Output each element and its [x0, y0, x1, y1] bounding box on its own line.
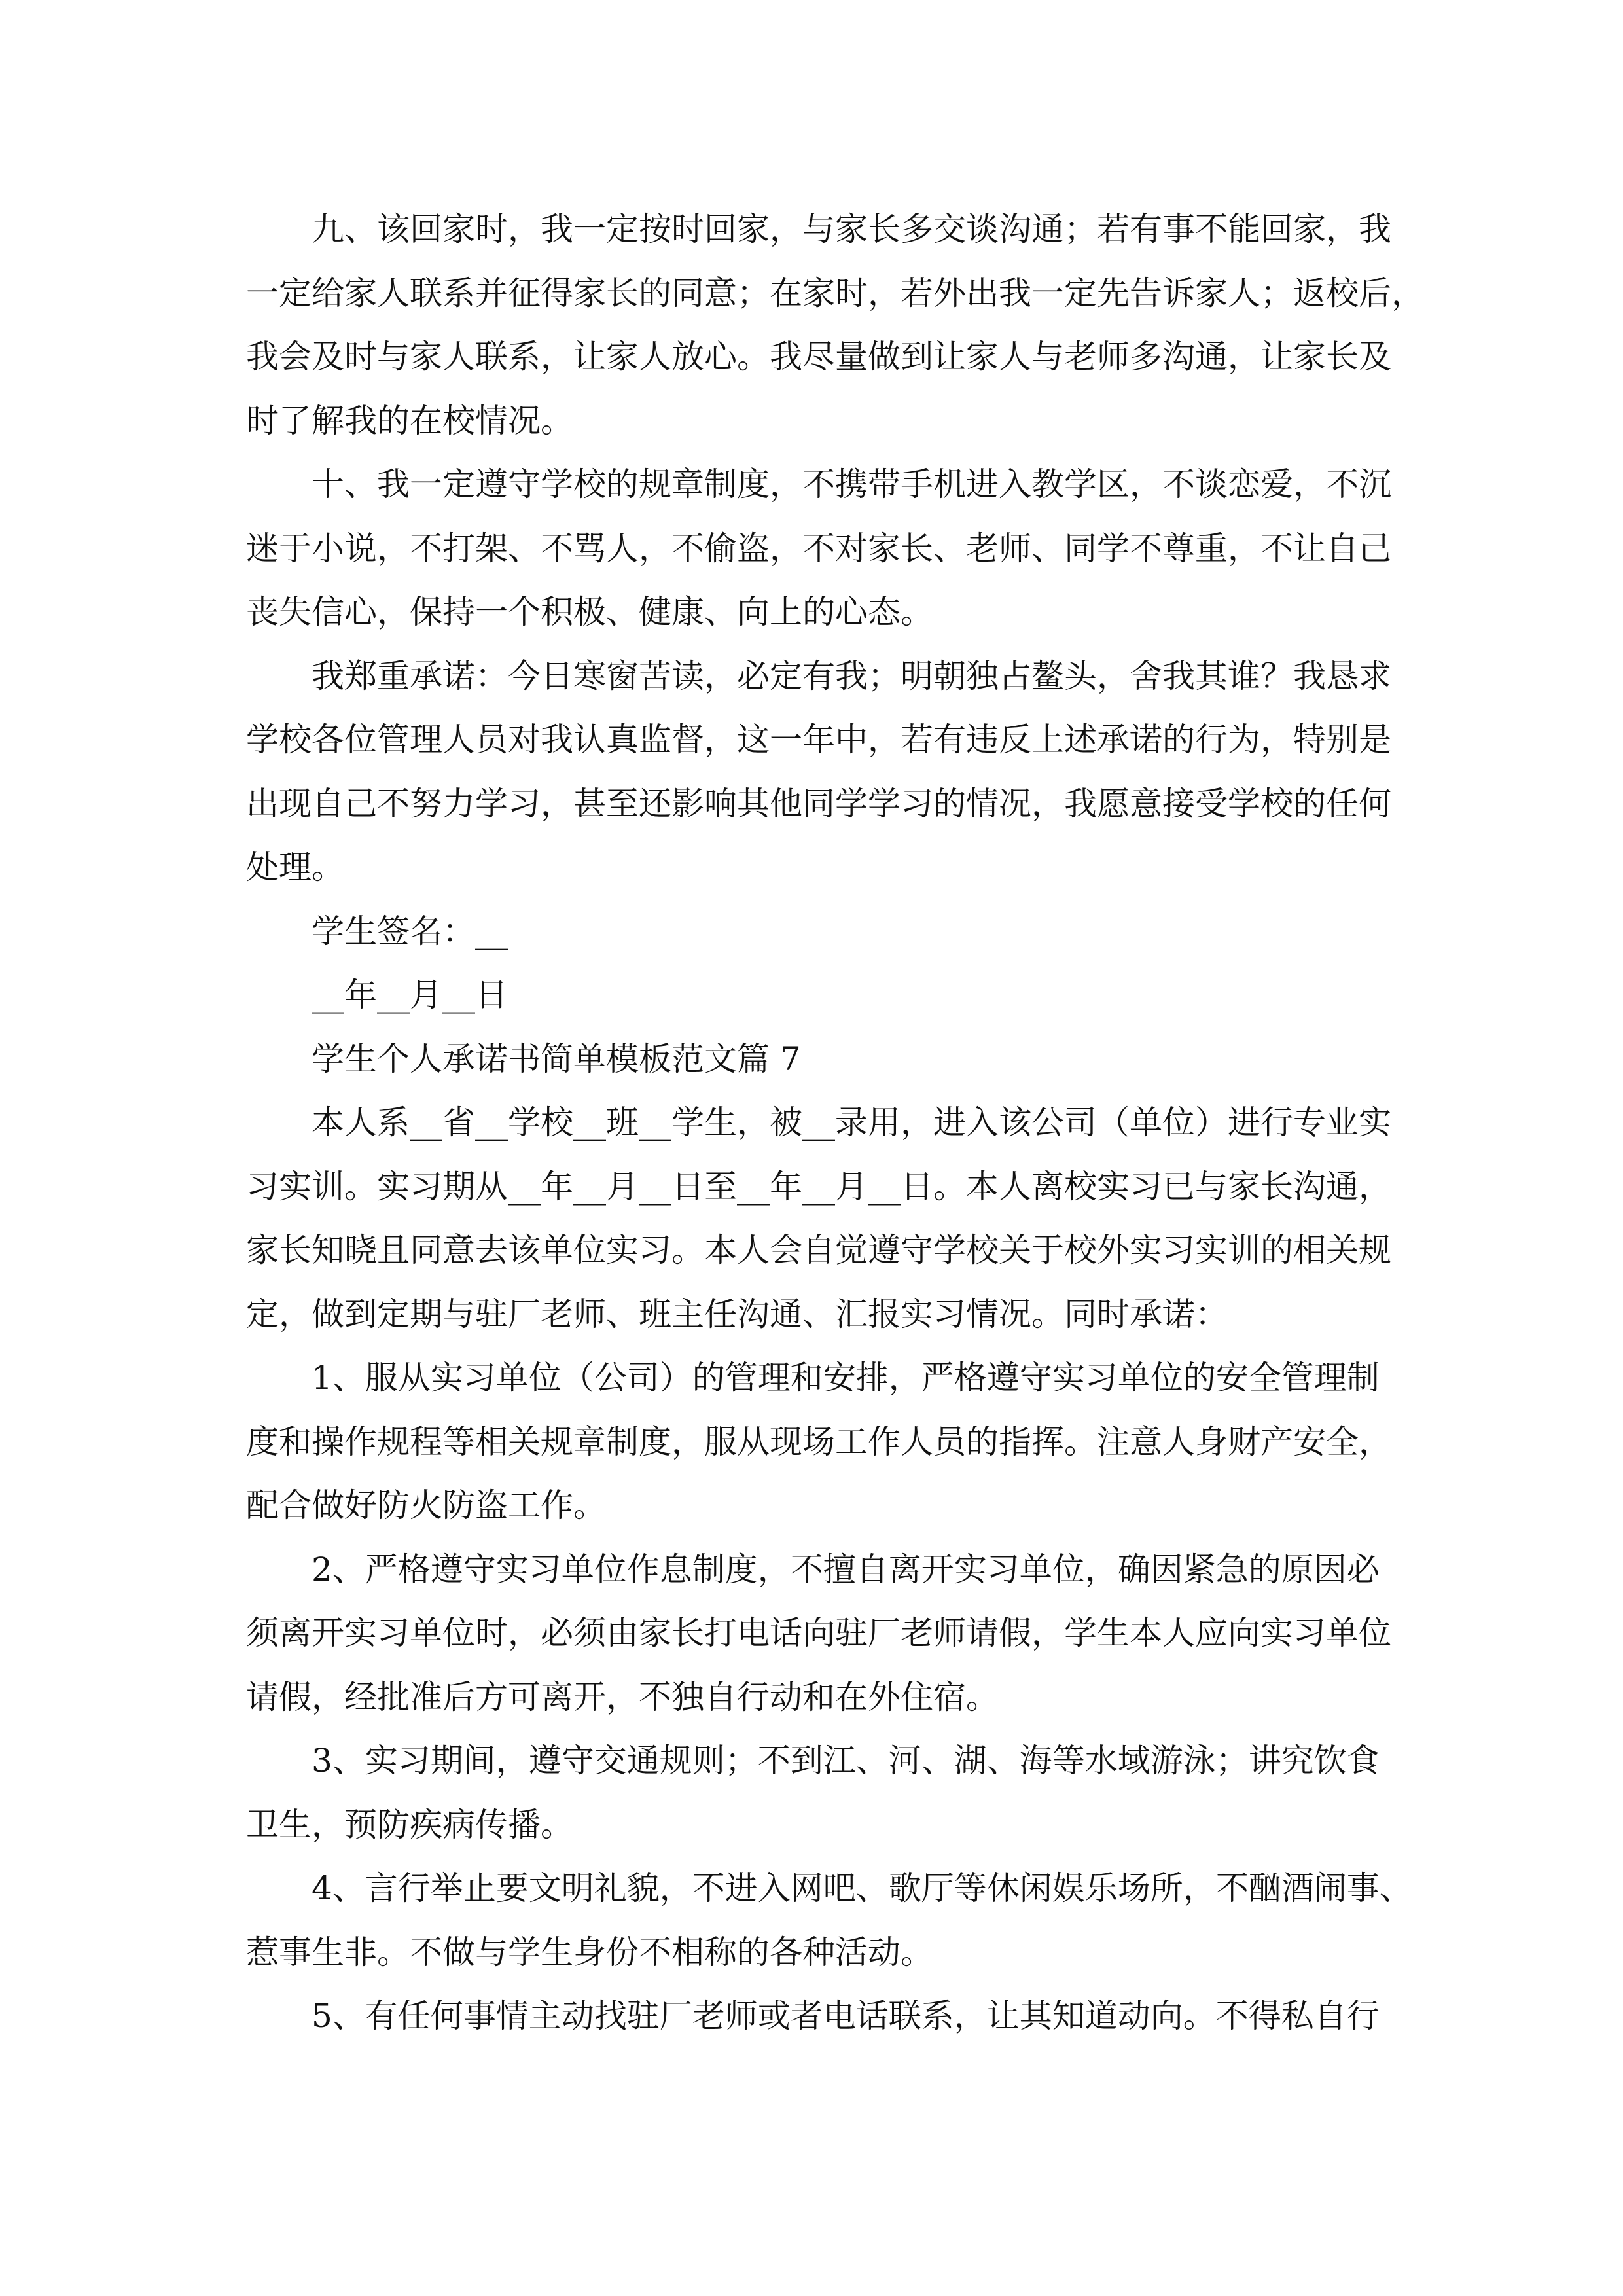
text-line: 学校各位管理人员对我认真监督，这一年中，若有违反上述承诺的行为，特别是: [246, 721, 1391, 759]
text-line: __年__月__日: [312, 976, 508, 1014]
text-line: 处理。: [246, 848, 344, 886]
text-line: 本人系__省__学校__班__学生，被__录用，进入该公司（单位）进行专业实: [312, 1103, 1391, 1141]
paragraph: [246, 1346, 1391, 1538]
document-page: [246, 198, 1424, 2049]
text-line: 须离开实习单位时，必须由家长打电话向驻厂老师请假，学生本人应向实习单位: [246, 1614, 1391, 1652]
text-line: 2、严格遵守实习单位作息制度，不擅自离开实习单位，确因紧急的原因必: [312, 1550, 1380, 1588]
paragraph: [246, 1857, 1412, 1984]
text-line: 度和操作规程等相关规章制度，服从现场工作人员的指挥。注意人身财产安全，: [246, 1422, 1391, 1461]
text-line: 学生个人承诺书简单模板范文篇 7: [312, 1039, 801, 1078]
text-line: 学生签名：__: [312, 912, 508, 950]
text-line: 丧失信心，保持一个积极、健康、向上的心态。: [246, 593, 933, 631]
text-line: 1、服从实习单位（公司）的管理和安排，严格遵守实习单位的安全管理制: [312, 1359, 1380, 1397]
paragraph: [246, 1984, 1380, 2049]
text-line: 习实训。实习期从__年__月__日至__年__月__日。本人离校实习已与家长沟通，: [246, 1167, 1391, 1206]
text-line: 卫生，预防疾病传播。: [246, 1805, 573, 1844]
text-line: 3、实习期间，遵守交通规则；不到江、河、湖、海等水域游泳；讲究饮食: [312, 1742, 1380, 1780]
text-line: 4、言行举止要文明礼貌，不进入网吧、歌厅等休闲娱乐场所，不酗酒闹事、: [312, 1869, 1412, 1907]
text-line: 九、该回家时，我一定按时回家，与家长多交谈沟通；若有事不能回家，我: [312, 210, 1391, 248]
paragraph: [246, 645, 1391, 900]
paragraph: [246, 1028, 1376, 1092]
paragraph: [246, 1091, 1391, 1346]
text-line: 家长知晓且同意去该单位实习。本人会自觉遵守学校关于校外实习实训的相关规: [246, 1231, 1391, 1269]
text-line: 十、我一定遵守学校的规章制度，不携带手机进入教学区，不谈恋爱，不沉: [312, 465, 1391, 503]
text-line: 出现自己不努力学习，甚至还影响其他同学学习的情况，我愿意接受学校的任何: [246, 784, 1391, 823]
text-line: 请假，经批准后方可离开，不独自行动和在外住宿。: [246, 1677, 999, 1716]
text-line: 一定给家人联系并征得家长的同意；在家时，若外出我一定先告诉家人；返校后，: [246, 274, 1424, 312]
paragraph: [246, 963, 1376, 1028]
paragraph: [246, 453, 1391, 645]
text-line: 5、有任何事情主动找驻厂老师或者电话联系，让其知道动向。不得私自行: [312, 1997, 1380, 2035]
text-line: 配合做好防火防盗工作。: [246, 1486, 606, 1524]
text-line: 时了解我的在校情况。: [246, 401, 573, 440]
text-line: 我会及时与家人联系，让家人放心。我尽量做到让家人与老师多沟通，让家长及: [246, 338, 1391, 376]
paragraph: [246, 1729, 1380, 1857]
paragraph: [246, 1538, 1391, 1730]
paragraph: [246, 900, 1376, 964]
text-line: 惹事生非。不做与学生身份不相称的各种活动。: [246, 1933, 933, 1971]
text-line: 定，做到定期与驻厂老师、班主任沟通、汇报实习情况。同时承诺：: [246, 1295, 1228, 1333]
text-line: 迷于小说，不打架、不骂人，不偷盗，不对家长、老师、同学不尊重，不让自己: [246, 529, 1391, 567]
paragraph: [246, 198, 1424, 453]
text-line: 我郑重承诺：今日寒窗苦读，必定有我；明朝独占鳌头，舍我其谁？我恳求: [312, 656, 1391, 695]
